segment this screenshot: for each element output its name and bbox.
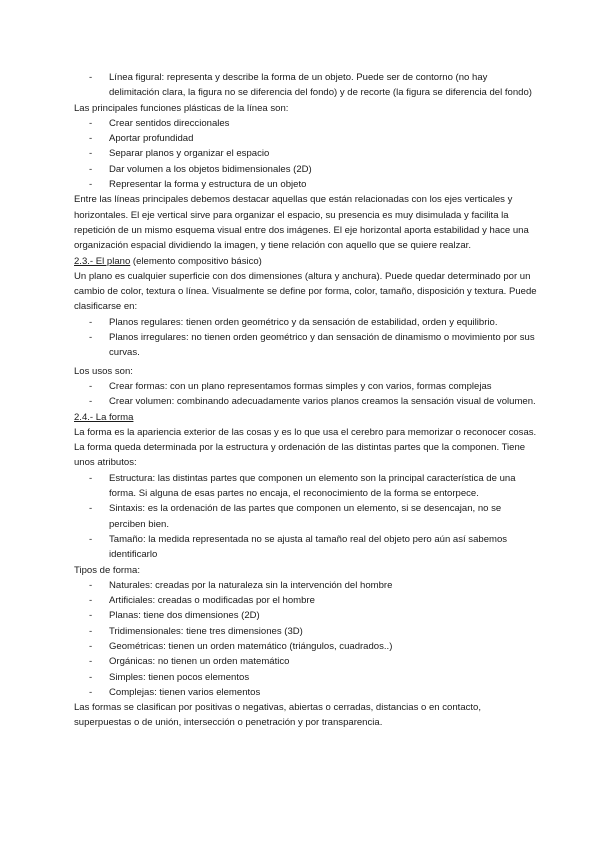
- list-item: - Estructura: las distintas partes que componen un elemento son la principal característica de una forma. Si alguna de esas partes no encaja, el reconocimiento de la forma se entorpece.: [74, 471, 540, 502]
- list-item: - Sintaxis: es la ordenación de las partes que componen un elemento, si se desencajan, no se perciben bien.: [74, 501, 540, 532]
- list-item: - Crear volumen: combinando adecuadamente varios planos creamos la sensación visual de volumen.: [74, 394, 540, 409]
- list-item: - Aportar profundidad: [74, 131, 540, 146]
- plano-heading-number: 2.3.- El plano: [74, 255, 131, 267]
- plano-uses-list: [74, 379, 540, 410]
- list-item: - Representar la forma y estructura de un objeto: [74, 177, 540, 192]
- forma-heading: [74, 410, 540, 425]
- list-item: - Crear formas: con un plano representamos formas simples y con varios, formas complejas: [74, 379, 540, 394]
- list-item: - Planos irregulares: no tienen orden geométrico y dan sensación de dinamismo o movimiento por sus curvas.: [74, 330, 540, 361]
- list-item: - Naturales: creadas por la naturaleza sin la intervención del hombre: [74, 578, 540, 593]
- intro-list: [74, 70, 540, 101]
- list-item: - Orgánicas: no tienen un orden matemático: [74, 654, 540, 669]
- forma-types-intro: Tipos de forma:: [74, 564, 140, 576]
- functions-list: [74, 116, 540, 192]
- list-item: - Artificiales: creadas o modificadas por el hombre: [74, 593, 540, 608]
- forma-paragraph: La forma es la apariencia exterior de las cosas y es lo que usa el cerebro para memorizar o reconocer cosas. La forma queda determinada por la estructura y ordenación de las distintas partes que la componen. Tiene unos atributos:: [74, 426, 537, 469]
- list-item: - Dar volumen a los objetos bidimensionales (2D): [74, 162, 540, 177]
- lines-paragraph: Entre las líneas principales debemos destacar aquellas que están relacionadas con los ejes verticales y horizontales. El eje vertical sirve para organizar el espacio, su presencia es muy disimulada y facilita la repetición de un mismo esquema visual entre dos imágenes. El eje horizontal aporta estabilidad y hace una organización espacial dividiendo la imagen, y tiene relación con aquello que se quiere realzar.: [74, 194, 529, 252]
- forma-closing: Las formas se clasifican por positivas o negativas, abiertas o cerradas, distancias o en contacto, superpuestas o de unión, intersección o penetración y por transparencia.: [74, 702, 482, 729]
- plano-uses-intro: Los usos son:: [74, 365, 133, 377]
- list-item: - Complejas: tienen varios elementos: [74, 685, 540, 700]
- list-item: - Separar planos y organizar el espacio: [74, 146, 540, 161]
- document-page: [74, 70, 540, 731]
- plano-paragraph: Un plano es cualquier superficie con dos dimensiones (altura y anchura). Puede quedar determinado por un cambio de color, textura o línea. Visualmente se define por forma, color, tamaño, disposición y textura. Puede clasificarse en:: [74, 270, 537, 313]
- plano-heading-subtitle: (elemento compositivo básico): [130, 255, 262, 267]
- forma-attributes-list: [74, 471, 540, 563]
- list-item: - Planos regulares: tienen orden geométrico y da sensación de estabilidad, orden y equilibrio.: [74, 315, 540, 330]
- list-item: - Tamaño: la medida representada no se ajusta al tamaño real del objeto pero aún así sabemos identificarlo: [74, 532, 540, 563]
- list-item: - Planas: tiene dos dimensiones (2D): [74, 608, 540, 623]
- list-item: - Tridimensionales: tiene tres dimensiones (3D): [74, 624, 540, 639]
- functions-intro: Las principales funciones plásticas de la línea son:: [74, 102, 289, 114]
- list-item: - Crear sentidos direccionales: [74, 116, 540, 131]
- forma-heading-title: 2.4.- La forma: [74, 411, 134, 423]
- list-item: - Línea figural: representa y describe la forma de un objeto. Puede ser de contorno (no hay delimitación clara, la figura no se diferencia del fondo) y de recorte (la figura se diferencia del fondo): [74, 70, 540, 101]
- list-item: - Geométricas: tienen un orden matemático (triángulos, cuadrados..): [74, 639, 540, 654]
- plano-types-list: [74, 315, 540, 361]
- plano-heading: [74, 254, 540, 269]
- forma-types-list: [74, 578, 540, 700]
- list-item: - Simples: tienen pocos elementos: [74, 670, 540, 685]
